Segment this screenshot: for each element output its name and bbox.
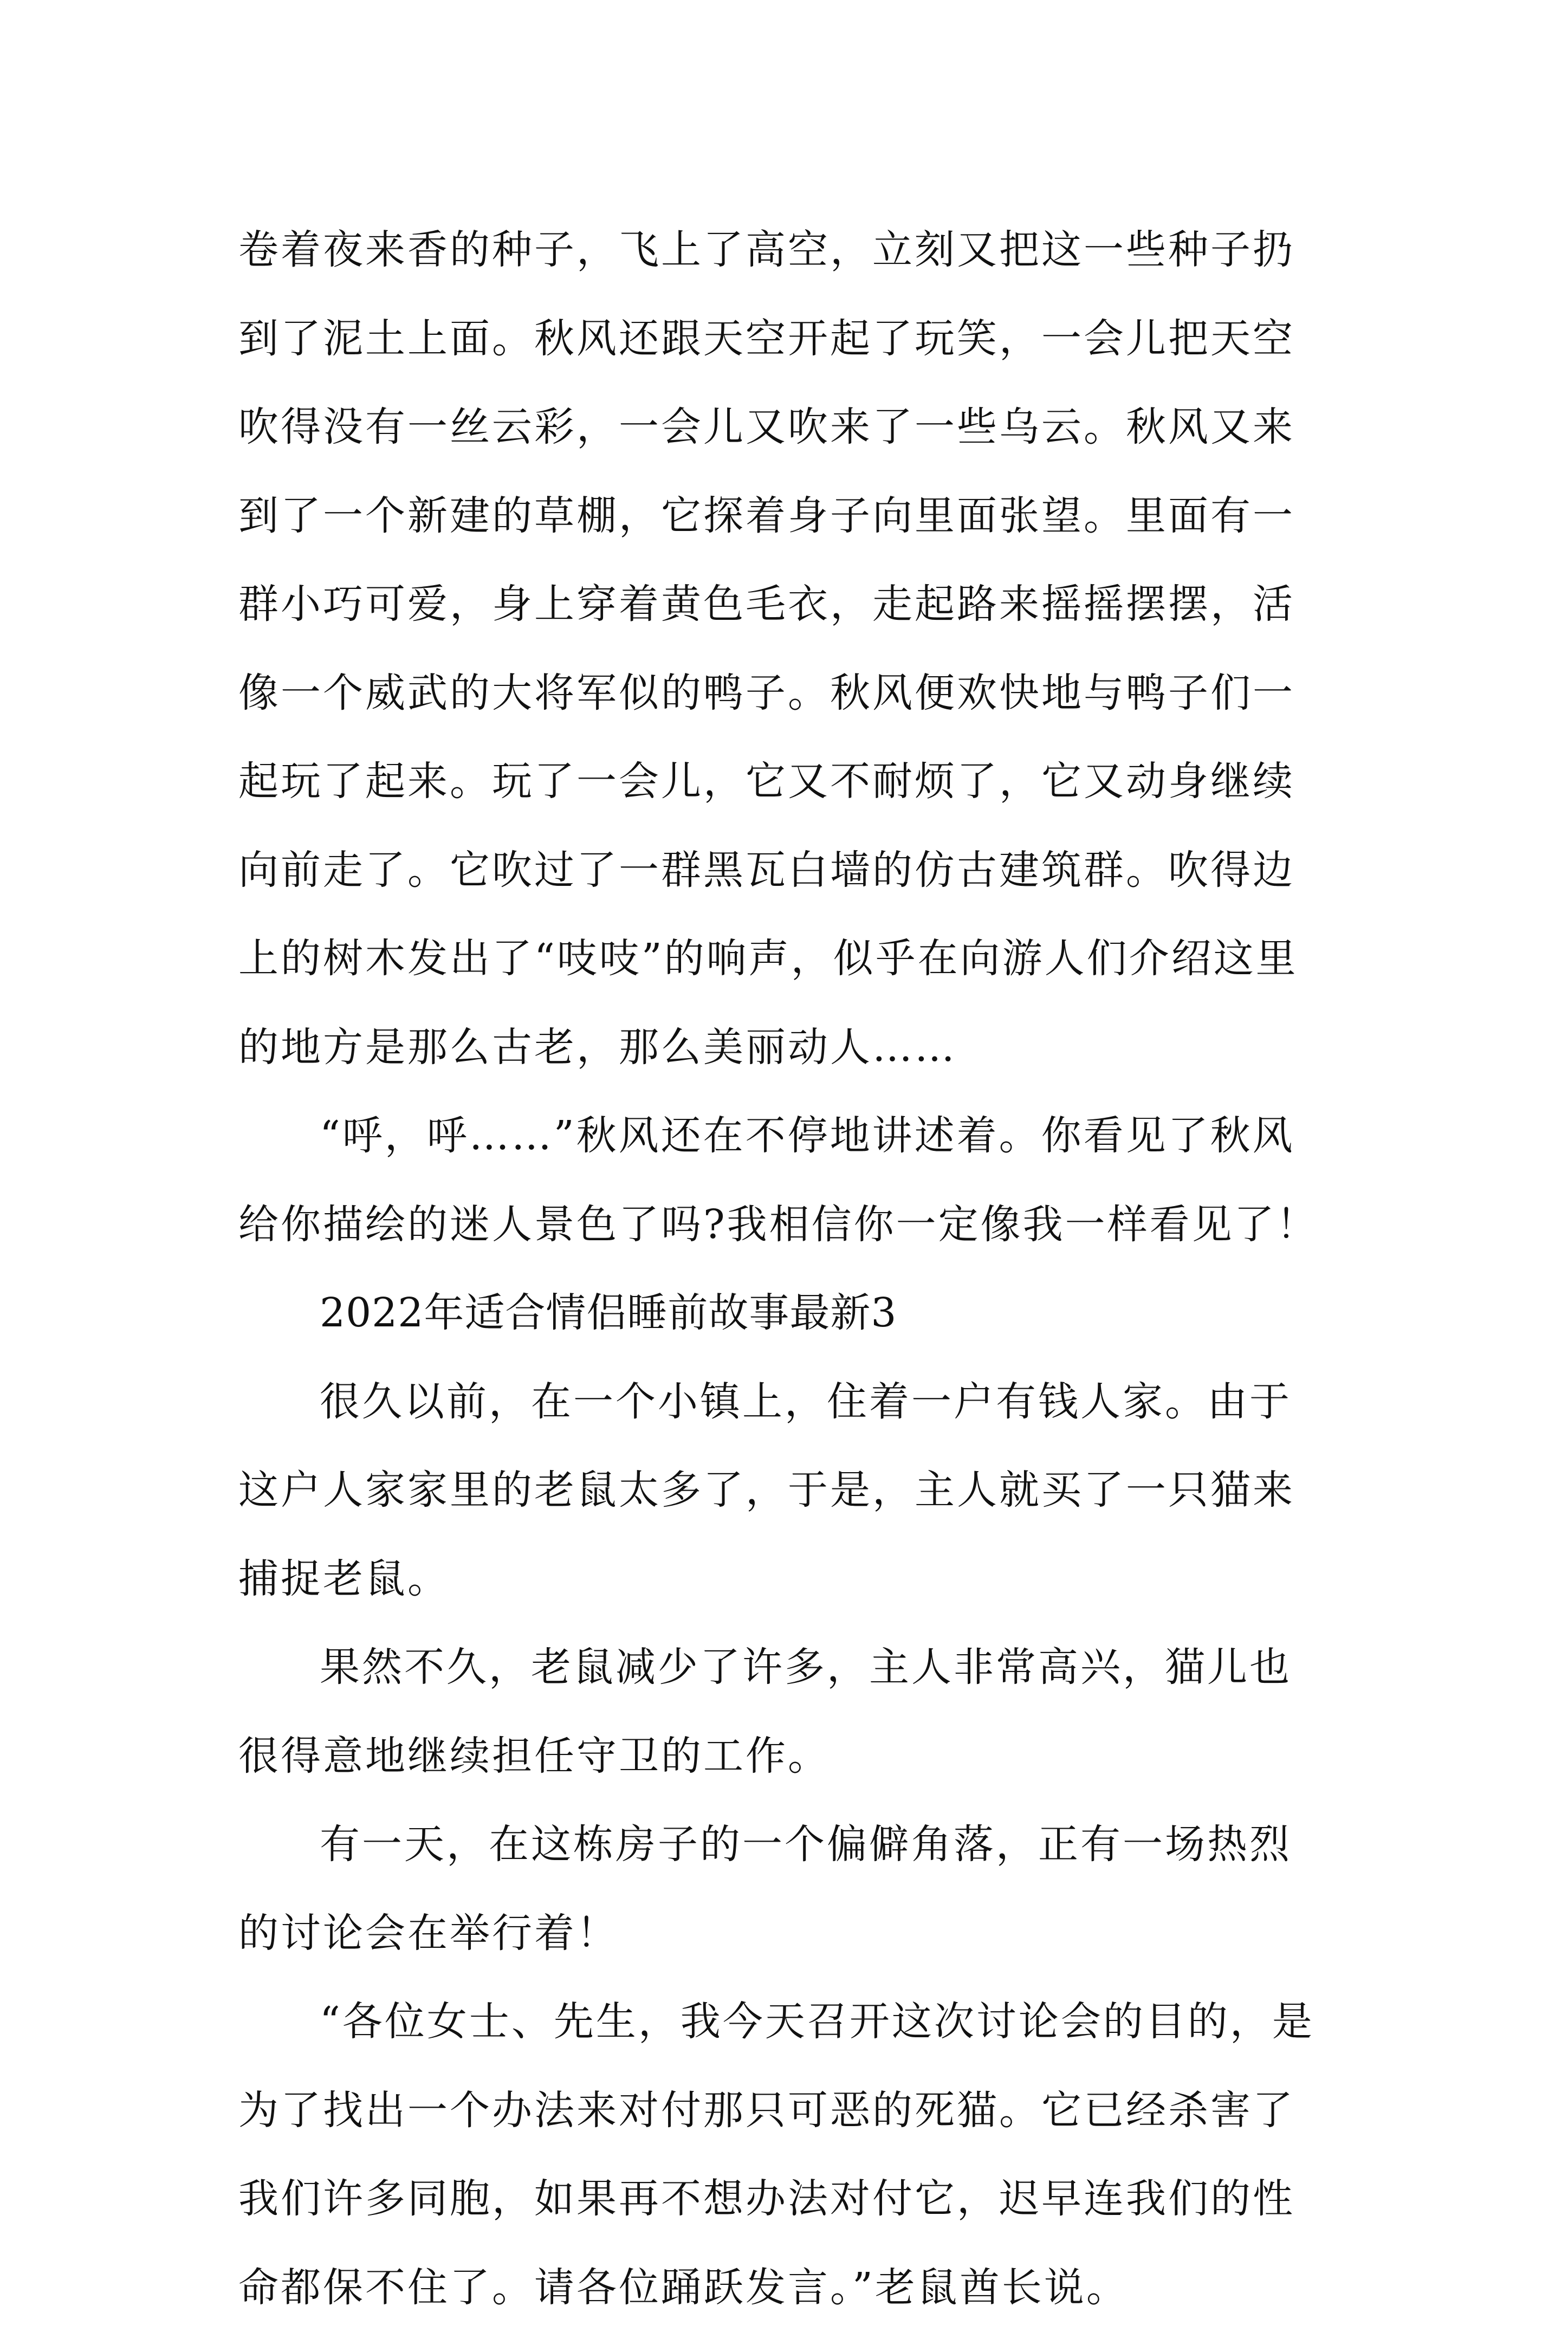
- paragraph-mice-reduced: 果然不久，老鼠减少了许多，主人非常高兴，猫儿也很得意地继续担任守卫的工作。: [238, 1644, 1292, 1779]
- paragraph-meeting-start: 有一天，在这栋房子的一个偏僻角落，正有一场热烈的讨论会在举行着！: [238, 1821, 1292, 1957]
- document-body: [238, 206, 1327, 2332]
- paragraph-rich-family-cat: 很久以前，在一个小镇上，住着一户有钱人家。由于这户人家家里的老鼠太多了，于是，主人就买了一只猫来捕捉老鼠。: [238, 1378, 1295, 1602]
- paragraph-story-continuation: 卷着夜来香的种子，飞上了高空，立刻又把这一些种子扔到了泥土上面。秋风还跟天空开起了玩笑，一会儿把天空吹得没有一丝云彩，一会儿又吹来了一些乌云。秋风又来到了一个新建的草棚，它探着身子向里面张望。里面有一群小巧可爱，身上穿着黄色毛衣，走起路来摇摇摆摆，活像一个威武的大将军似的鸭子。秋风便欢快地与鸭子们一起玩了起来。玩了一会儿，它又不耐烦了，它又动身继续向前走了。它吹过了一群黑瓦白墙的仿古建筑群。吹得边上的树木发出了“吱吱”的响声，似乎在向游人们介绍这里的地方是那么古老，那么美丽动人……: [238, 226, 1298, 1071]
- paragraph-chief-speech: “各位女士、先生，我今天召开这次讨论会的目的，是为了找出一个办法来对付那只可恶的死猫。它已经杀害了我们许多同胞，如果再不想办法对付它，迟早连我们的性命都保不住了。请各位踊跃发言。”老鼠酋长说。: [238, 1998, 1314, 2311]
- section-heading: 2022年适合情侣睡前故事最新3: [320, 1290, 897, 1336]
- paragraph-autumn-wind-quote: “呼，呼……”秋风还在不停地讲述着。你看见了秋风给你描绘的迷人景色了吗?我相信你一定像我一样看见了！: [238, 1112, 1319, 1248]
